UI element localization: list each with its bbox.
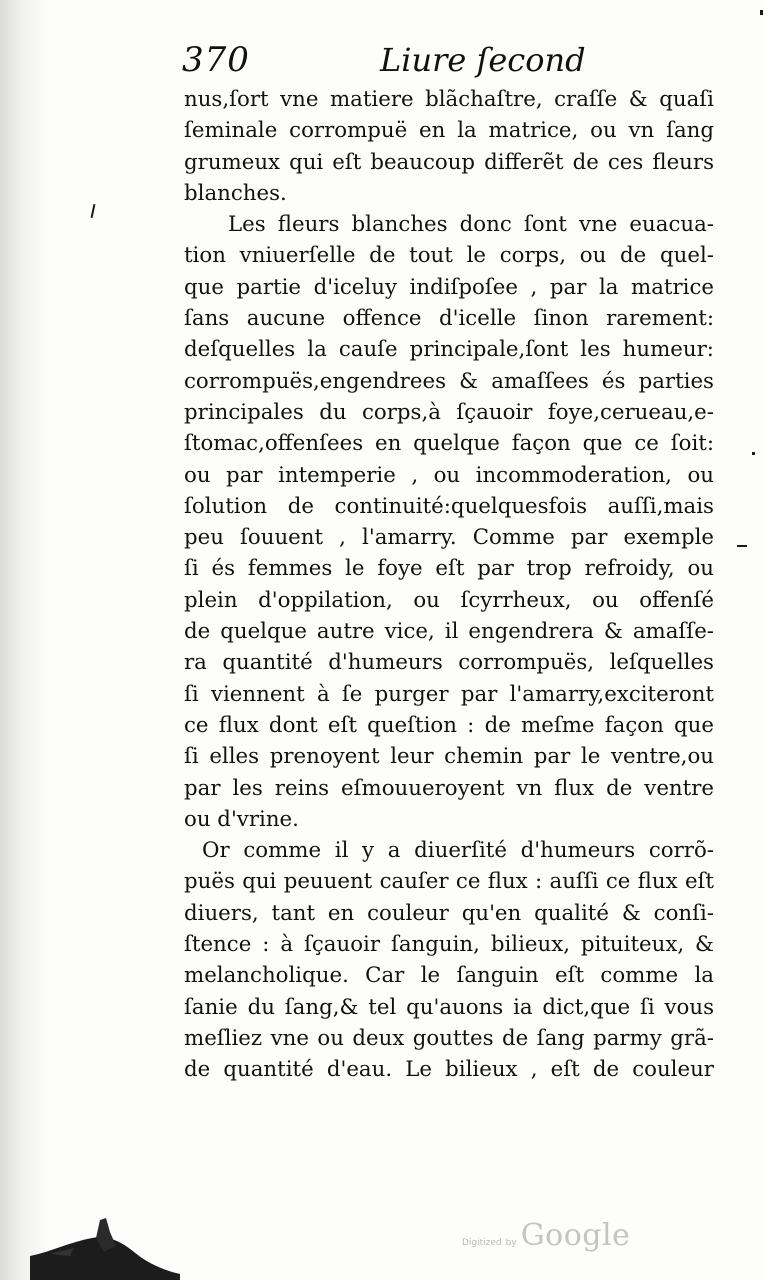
text-line: nus,ſort vne matiere blãchaſtre, craſſe & quaſi bbox=[184, 87, 714, 112]
text-line: plein d'oppilation, ou ſcyrrheux, ou offenſé bbox=[184, 587, 714, 613]
watermark-by: by bbox=[505, 1238, 517, 1248]
text-line: tion vniuerſelle de tout le corps, ou de quel- bbox=[184, 243, 714, 269]
text-line: ou par intemperie , ou incommoderation, ou bbox=[184, 462, 714, 488]
ink-speck bbox=[737, 545, 747, 547]
text-line: ſi és femmes le foye eſt par trop refroidy, ou bbox=[184, 556, 714, 582]
text-line: ſi elles prenoyent leur chemin par le ventre,ou bbox=[184, 744, 714, 770]
paragraph-start-line: Or comme il y a diuerſité d'humeurs corrõ- bbox=[202, 838, 714, 864]
ink-speck bbox=[91, 204, 96, 218]
ink-speck bbox=[760, 10, 763, 15]
text-line: melancholique. Car le ſanguin eſt comme la bbox=[184, 963, 714, 989]
ink-speck bbox=[752, 452, 755, 455]
text-line: par les reins eſmouueroyent vn flux de ventre bbox=[184, 775, 714, 801]
page-edge-smudge bbox=[30, 1212, 180, 1280]
text-line: ſi viennent à ſe purger par l'amarry,exciteront bbox=[184, 681, 714, 707]
text-line: ſtomac,offenſees en quelque façon que ce ſoit: bbox=[184, 431, 714, 457]
paragraph-start-line: Les fleurs blanches donc ſont vne euacua- bbox=[228, 212, 714, 238]
watermark-google-logo: Google bbox=[520, 1218, 631, 1253]
text-line: ſans aucune offence d'icelle ſinon rarement: bbox=[184, 306, 714, 332]
text-line: grumeux qui eſt beaucoup differẽt de ces fleurs bbox=[184, 149, 714, 175]
text-line: diuers, tant en couleur qu'en qualité & conſi- bbox=[184, 900, 714, 926]
watermark-digitized: Digitized bbox=[462, 1238, 502, 1248]
text-line: ſolution de continuité:quelquesfois auſſi,mais bbox=[184, 493, 714, 519]
text-line: de quelque autre vice, il engendrera & amaſſe- bbox=[184, 619, 714, 645]
text-line: blanches. bbox=[184, 180, 287, 206]
text-line: ſtence : à ſçauoir ſanguin, bilieux, pituiteux, & bbox=[184, 932, 714, 958]
gutter-shadow bbox=[0, 0, 48, 1280]
text-line: deſquelles la cauſe principale,ſont les humeur: bbox=[184, 337, 714, 363]
body-text bbox=[184, 84, 714, 1086]
google-watermark bbox=[462, 1218, 630, 1258]
text-line: ra quantité d'humeurs corrompuës, leſquelles bbox=[184, 650, 714, 676]
running-head: Liure ſecond bbox=[380, 41, 586, 79]
text-line: ce flux dont eſt queſtion : de meſme façon que bbox=[184, 712, 714, 738]
text-line: ou d'vrine. bbox=[184, 806, 299, 832]
text-line: peu ſouuent , l'amarry. Comme par exemple bbox=[184, 525, 714, 551]
text-line: puës qui peuuent cauſer ce flux : auſſi ce flux eſt bbox=[184, 869, 714, 895]
text-line: meſliez vne ou deux gouttes de ſang parmy grã- bbox=[184, 1025, 714, 1051]
page-number: 370 bbox=[182, 40, 250, 80]
text-line: ſeminale corrompuë en la matrice, ou vn ſang bbox=[184, 118, 714, 144]
text-line: corrompuës,engendrees & amaſſees és parties bbox=[184, 368, 714, 394]
text-line: de quantité d'eau. Le bilieux , eſt de couleur bbox=[184, 1057, 714, 1083]
text-line: ſanie du ſang,& tel qu'auons ia dict,que ſi vous bbox=[184, 994, 714, 1020]
text-line: principales du corps,à ſçauoir foye,cerueau,e- bbox=[184, 399, 714, 425]
text-line: que partie d'iceluy indiſpoſee , par la matrice bbox=[184, 274, 714, 300]
page-header bbox=[182, 38, 712, 82]
